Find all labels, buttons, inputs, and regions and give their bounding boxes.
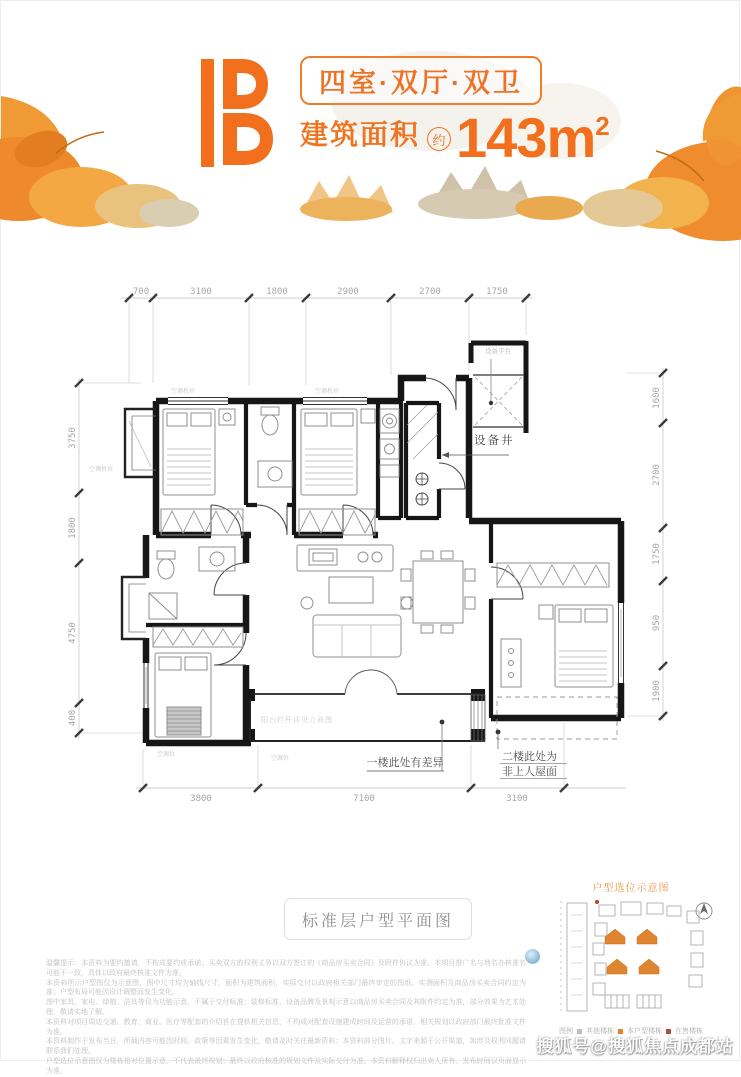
site-buildings (567, 902, 703, 1011)
unit-type-box (300, 56, 542, 105)
plan-caption: 标准层户型平面图 (301, 912, 454, 930)
disclaimer-line: 本资料制作于发布当日，所载内容可能因时间、政策等因素发生变化，敬请及时关注最新资料；本资料部分图片、文字来源于公开渠道，如涉及权利问题请联系我们处理。 (46, 1038, 526, 1056)
plan-caption-box (284, 898, 472, 940)
dim-label: 700 (132, 287, 150, 297)
dim-label: 400 (68, 709, 78, 727)
legend-item-label: 本户型楼栋 (627, 1028, 662, 1035)
columns (245, 689, 485, 741)
floor2-roof-note-line1: 二楼此处为 (502, 751, 557, 763)
unit-letter-logo (201, 59, 275, 169)
ac-platform-label: 空调位 (271, 756, 290, 762)
dim-label: 3100 (506, 794, 528, 804)
dim-label: 1750 (652, 543, 662, 565)
floor1-difference-note: 一楼此处有差异 (366, 757, 444, 769)
autumn-leaves-artwork (1, 1, 741, 216)
blue-marker-dot (525, 949, 540, 964)
legend-item-label: 在售楼栋 (675, 1028, 703, 1035)
disclaimer-line: 图中家具、家电、绿植、洁具等仅为功能示意，不属于交付标准；装修标准、设备品牌及景观示意以商品房买卖合同及其附件约定为准，部分效果为艺术处理，敬请实地了解。 (46, 999, 526, 1016)
disclaimer-line: 温馨提示：本资料为要约邀请，不构成要约或承诺；买卖双方的权利义务以双方签订的《商品房买卖合同》及附件协议为准。本项目推广名与地名办核准名可能不一致，具体以政府最终核准文件为准。 (46, 960, 526, 977)
equipment-shaft (407, 405, 438, 505)
dim-label: 1600 (652, 387, 662, 409)
disclaimer-line: 本资料所示户型图仅为示意图，图中尺寸均为轴线尺寸，面积为建筑面积，实际交付以政府相关部门最终审定的图纸、实测面积及商品房买卖合同约定为准；户型布局可能因设计调整而发生变化。 (46, 979, 526, 997)
dim-label: 2900 (337, 287, 359, 297)
legend-item-label: 其他楼栋 (586, 1028, 614, 1035)
ac-platform-label: 空调机位 (314, 389, 340, 395)
furniture (149, 407, 613, 737)
disclaimer-line: 本资料对项目周边交通、教育、商业、医疗等配套的介绍旨在提供相关信息，不构成对配套设施建成时间及运营的承诺，相关规划以政府部门最终批准文件为准。 (46, 1018, 526, 1036)
map-marker-dot (595, 900, 599, 904)
minimap-title: 户型选位示意图 (592, 883, 670, 894)
dim-label: 950 (652, 614, 662, 632)
dim-label: 3100 (190, 287, 212, 297)
area-unit-sup: 2 (595, 111, 610, 142)
dim-label: 1800 (266, 287, 288, 297)
legend-title: 图例 (559, 1028, 573, 1035)
ac-platform-label: 空调位 (157, 752, 176, 758)
equipment-platform (471, 341, 526, 433)
area-value: 143m (456, 106, 596, 169)
dim-label: 1800 (68, 517, 78, 539)
dim-label: 1900 (652, 680, 662, 702)
unit-location-minimap (541, 879, 721, 1036)
floor2-roof-note-line2: 非上人屋面 (502, 766, 557, 778)
balcony (250, 670, 617, 741)
windows (144, 395, 624, 708)
disclaimer-line: 户型选位示意图仅为楼栋相对位置示意，不代表最终规划；最终以政府核准的规划文件及实际交付为准。本资料解释权归出卖人所有。发布时间以页面显示为准。 (46, 1057, 526, 1075)
bay-windows (122, 409, 156, 639)
area-row (300, 106, 610, 169)
dim-label: 2700 (419, 287, 441, 297)
approx-badge: 约 (427, 127, 451, 151)
highlighted-buildings (605, 929, 659, 974)
shaft-leader-arrow (442, 452, 449, 458)
ac-platform-label: 空调机位 (170, 389, 196, 395)
balcony-note: 阳台栏杆详见立面图 (261, 717, 333, 724)
platform-label: 设备平台 (485, 348, 511, 355)
area-label: 建筑面积 (300, 119, 421, 151)
dim-label: 3800 (190, 794, 212, 804)
dim-label: 7100 (353, 794, 375, 804)
dim-label: 4750 (68, 622, 78, 644)
disclaimer-text (46, 959, 526, 1077)
dim-label: 2700 (652, 464, 662, 486)
floorplan-drawing (61, 263, 701, 823)
dim-label: 1750 (486, 287, 508, 297)
site-plan-drawing (541, 897, 721, 1019)
sohu-watermark: 搜狐号@搜狐焦点成都站 (536, 1037, 734, 1056)
ac-platform-label: 空调机位 (89, 467, 114, 473)
leaves-center (300, 166, 583, 221)
leaves-left (0, 96, 199, 228)
shaft-label: 设备井 (474, 435, 515, 447)
dim-label: 3750 (68, 427, 78, 449)
unit-type-label: 四室·双厅·双卫 (319, 68, 523, 98)
